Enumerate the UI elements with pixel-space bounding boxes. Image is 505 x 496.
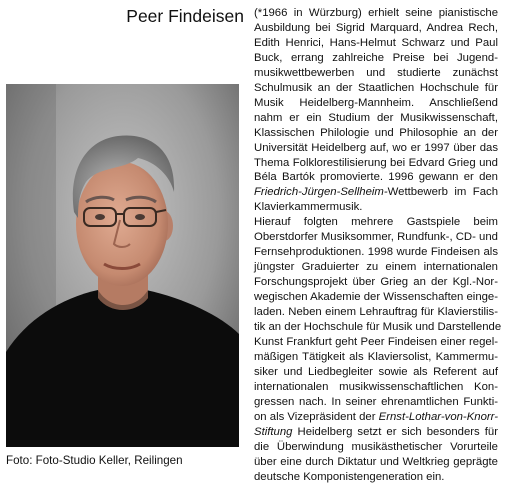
bio-text: Hierauf folgten mehrere Gastspiele beim: [254, 216, 498, 229]
bio-italic: Friedrich-Jürgen-Sellheim-: [254, 186, 388, 199]
bio-line: [254, 365, 498, 380]
bio-line: [254, 290, 498, 305]
bio-text: siker und Liedbegleiter sowie als Referent auf: [254, 365, 498, 378]
biography-text: [254, 6, 502, 485]
bio-text: die Überwindung musikästhetischer Vorurteile: [254, 440, 498, 453]
bio-line: [254, 275, 498, 290]
bio-line: [254, 36, 498, 51]
photo-caption: Foto: Foto-Studio Keller, Reilingen: [6, 454, 183, 467]
bio-text: Klavierkammermusik.: [254, 201, 363, 214]
bio-line: [254, 66, 498, 81]
bio-text: laden. Neben einem Lehrauftrag für Klavierstilis-: [254, 306, 498, 319]
bio-line: [254, 350, 498, 365]
bio-text: nahm er ein Studium der Musikwissenschaft,: [254, 111, 498, 124]
bio-text: musikwettbewerben und studierte zunächst: [254, 66, 498, 79]
bio-text: Fernsehproduktionen. 1998 wurde Findeisen als: [254, 246, 498, 259]
bio-line: [254, 425, 498, 440]
bio-text: Forschungsprojekt über Grieg an der Kgl.-Nor-: [254, 276, 498, 289]
bio-text: Kunst Frankfurt geht Peer Findeisen einer regel-: [254, 335, 498, 348]
bio-line: [254, 335, 498, 350]
bio-text: (*1966 in Würzburg) erhielt seine pianistische: [254, 7, 498, 19]
bio-text: on als Vizepräsident der: [254, 410, 376, 423]
bio-text: gressen nach. In seiner ehrenamtlichen Funkti-: [254, 395, 498, 408]
bio-line: [254, 260, 498, 275]
bio-text: Edith Henrici, Hans-Helmut Schwarz und Paul: [254, 36, 498, 49]
bio-line: [254, 156, 498, 171]
bio-text: Musik Heidelberg-Mannheim. Anschließend: [254, 96, 498, 109]
bio-text: Heidelberg setzt er sich besonders für: [297, 425, 498, 438]
bio-line: [254, 380, 498, 395]
bio-text: tik an der Hochschule für Musik und Darstellende: [254, 321, 502, 334]
bio-line: [254, 200, 498, 215]
bio-line: [254, 111, 498, 126]
bio-text: Klassischen Philologie und Philosophie an der: [254, 126, 498, 139]
bio-line: [254, 410, 498, 425]
bio-text: internationalen musikwissenschaftlichen Kon-: [254, 380, 498, 393]
bio-text: Wettbewerb im Fach: [387, 186, 498, 199]
bio-text: jüngster Graduierter zu einem internationalen: [254, 261, 498, 274]
bio-italic: Ernst-Lothar-von-Knorr-: [378, 410, 499, 423]
bio-line: [254, 305, 498, 320]
bio-line: [254, 215, 498, 230]
bio-text: mäßigen Tätigkeit als Klaviersolist, Kammermu-: [254, 350, 498, 363]
bio-line: [254, 455, 498, 470]
bio-line: [254, 395, 498, 410]
bio-line: [254, 185, 498, 200]
bio-line: [254, 440, 498, 455]
portrait-photo: [6, 84, 239, 447]
bio-line: [254, 141, 498, 156]
bio-text: über eine durch Diktatur und Weltkrieg geprägte: [254, 455, 498, 468]
bio-text: Buck, errang zahlreiche Preise bei Jugend-: [254, 51, 498, 64]
bio-text: Thema Folklorestilisierung bei Edvard Grieg und: [254, 156, 498, 169]
person-name: Peer Findeisen: [126, 6, 244, 26]
bio-line: [254, 320, 502, 335]
bio-line: [254, 51, 498, 66]
bio-line: [254, 126, 498, 141]
bio-text: Schulmusik an der Staatlichen Hochschule für: [254, 81, 498, 94]
bio-italic: Stiftung: [254, 425, 293, 438]
bio-line: [254, 230, 498, 245]
bio-text: wegischen Akademie der Wissenschaften einge-: [254, 291, 499, 304]
bio-line: [254, 81, 498, 96]
bio-line: [254, 6, 498, 21]
bio-text: Béla Bartók promovierte. 1996 gewann er den: [254, 171, 498, 184]
bio-line: [254, 170, 498, 185]
bio-text: deutsche Komponistengeneration ein.: [254, 470, 445, 483]
bio-line: [254, 96, 498, 111]
bio-text: Universität Heidelberg auf, wo er 1997 über das: [254, 141, 498, 154]
bio-line: [254, 245, 498, 260]
bio-line: [254, 470, 498, 485]
bio-text: Oberstdorfer Musiksommer, Rundfunk-, CD- und: [254, 231, 498, 244]
bio-text: Ausbildung bei Sigrid Marquard, Andrea Rech,: [254, 21, 498, 34]
bio-line: [254, 21, 498, 36]
